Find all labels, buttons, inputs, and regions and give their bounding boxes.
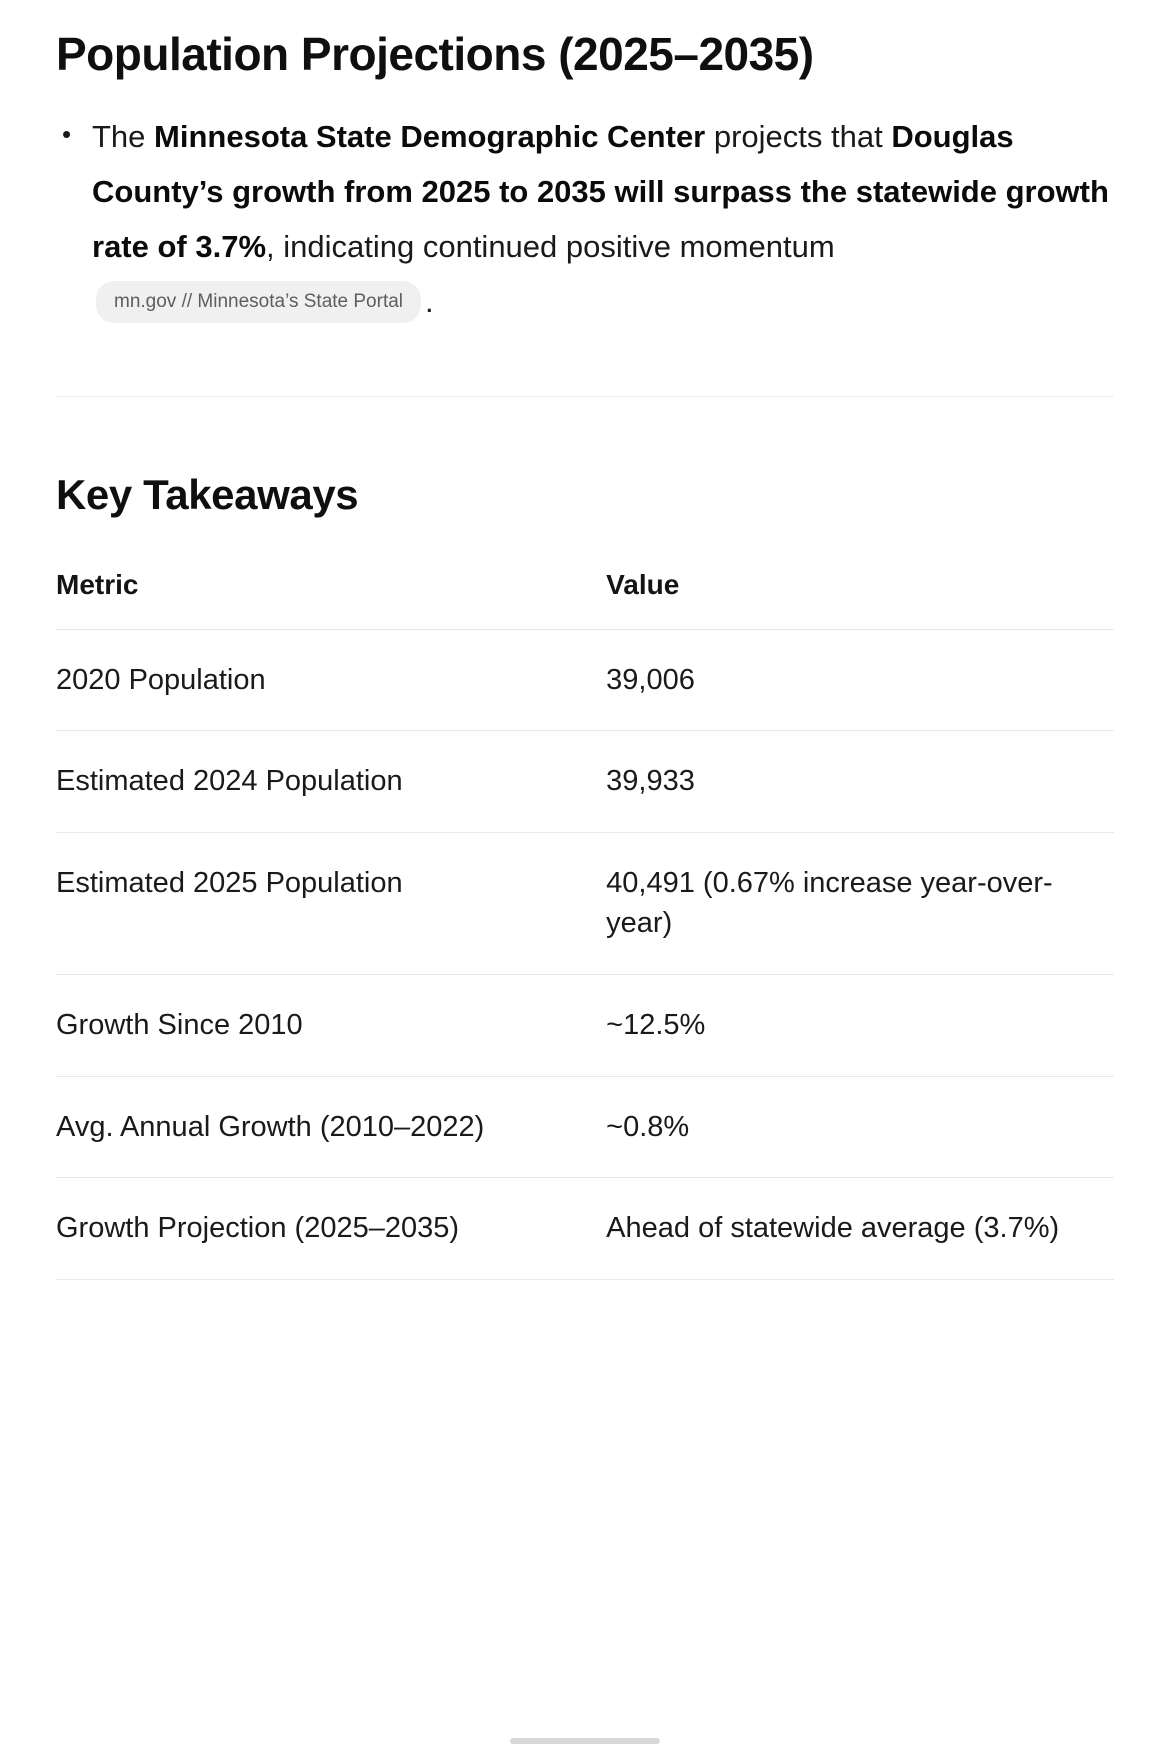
table-row xyxy=(56,832,1114,974)
list-item xyxy=(56,109,1114,330)
bullet-text-mid: projects that xyxy=(705,118,892,154)
cell-metric: Estimated 2025 Population xyxy=(56,832,606,974)
bullet-text-tail: . xyxy=(425,284,434,320)
column-header-metric: Metric xyxy=(56,569,606,630)
cell-metric: Avg. Annual Growth (2010–2022) xyxy=(56,1076,606,1178)
cell-value: Ahead of statewide average (3.7%) xyxy=(606,1178,1114,1280)
column-header-value: Value xyxy=(606,569,1114,630)
citation-chip[interactable]: mn.gov // Minnesota’s State Portal xyxy=(96,281,421,323)
cell-metric: 2020 Population xyxy=(56,629,606,731)
table-row xyxy=(56,1178,1114,1280)
key-takeaways-title: Key Takeaways xyxy=(56,470,359,518)
bullet-text-pre: The xyxy=(92,118,155,154)
cell-value: ~0.8% xyxy=(606,1076,1114,1178)
cell-metric: Growth Since 2010 xyxy=(56,974,606,1076)
cell-value: 39,006 xyxy=(606,629,1114,731)
page-title: Population Projections (2025–2035) xyxy=(56,28,814,80)
key-takeaways-table xyxy=(56,569,1114,1280)
table-header xyxy=(56,569,1114,630)
table-header-row xyxy=(56,569,1114,630)
table-row xyxy=(56,974,1114,1076)
cell-metric: Growth Projection (2025–2035) xyxy=(56,1178,606,1280)
table-row xyxy=(56,629,1114,731)
cell-metric: Estimated 2024 Population xyxy=(56,731,606,833)
projection-bullet-list xyxy=(56,109,1114,330)
bullet-text-bold-org: Minnesota State Demographic Center xyxy=(154,118,706,154)
bullet-text-bold-claim: Douglas County’s growth from 2025 to 2035 will surpass the statewide growth rate of 3.7% xyxy=(92,118,1109,265)
section-divider xyxy=(56,396,1114,397)
cell-value: 39,933 xyxy=(606,731,1114,833)
table-row xyxy=(56,1076,1114,1178)
cell-value: 40,491 (0.67% increase year-over-year) xyxy=(606,832,1114,974)
home-indicator xyxy=(510,1738,660,1744)
table-row xyxy=(56,731,1114,833)
table-body xyxy=(56,629,1114,1279)
bullet-text-post: , indicating continued positive momentum xyxy=(266,229,835,265)
cell-value: ~12.5% xyxy=(606,974,1114,1076)
